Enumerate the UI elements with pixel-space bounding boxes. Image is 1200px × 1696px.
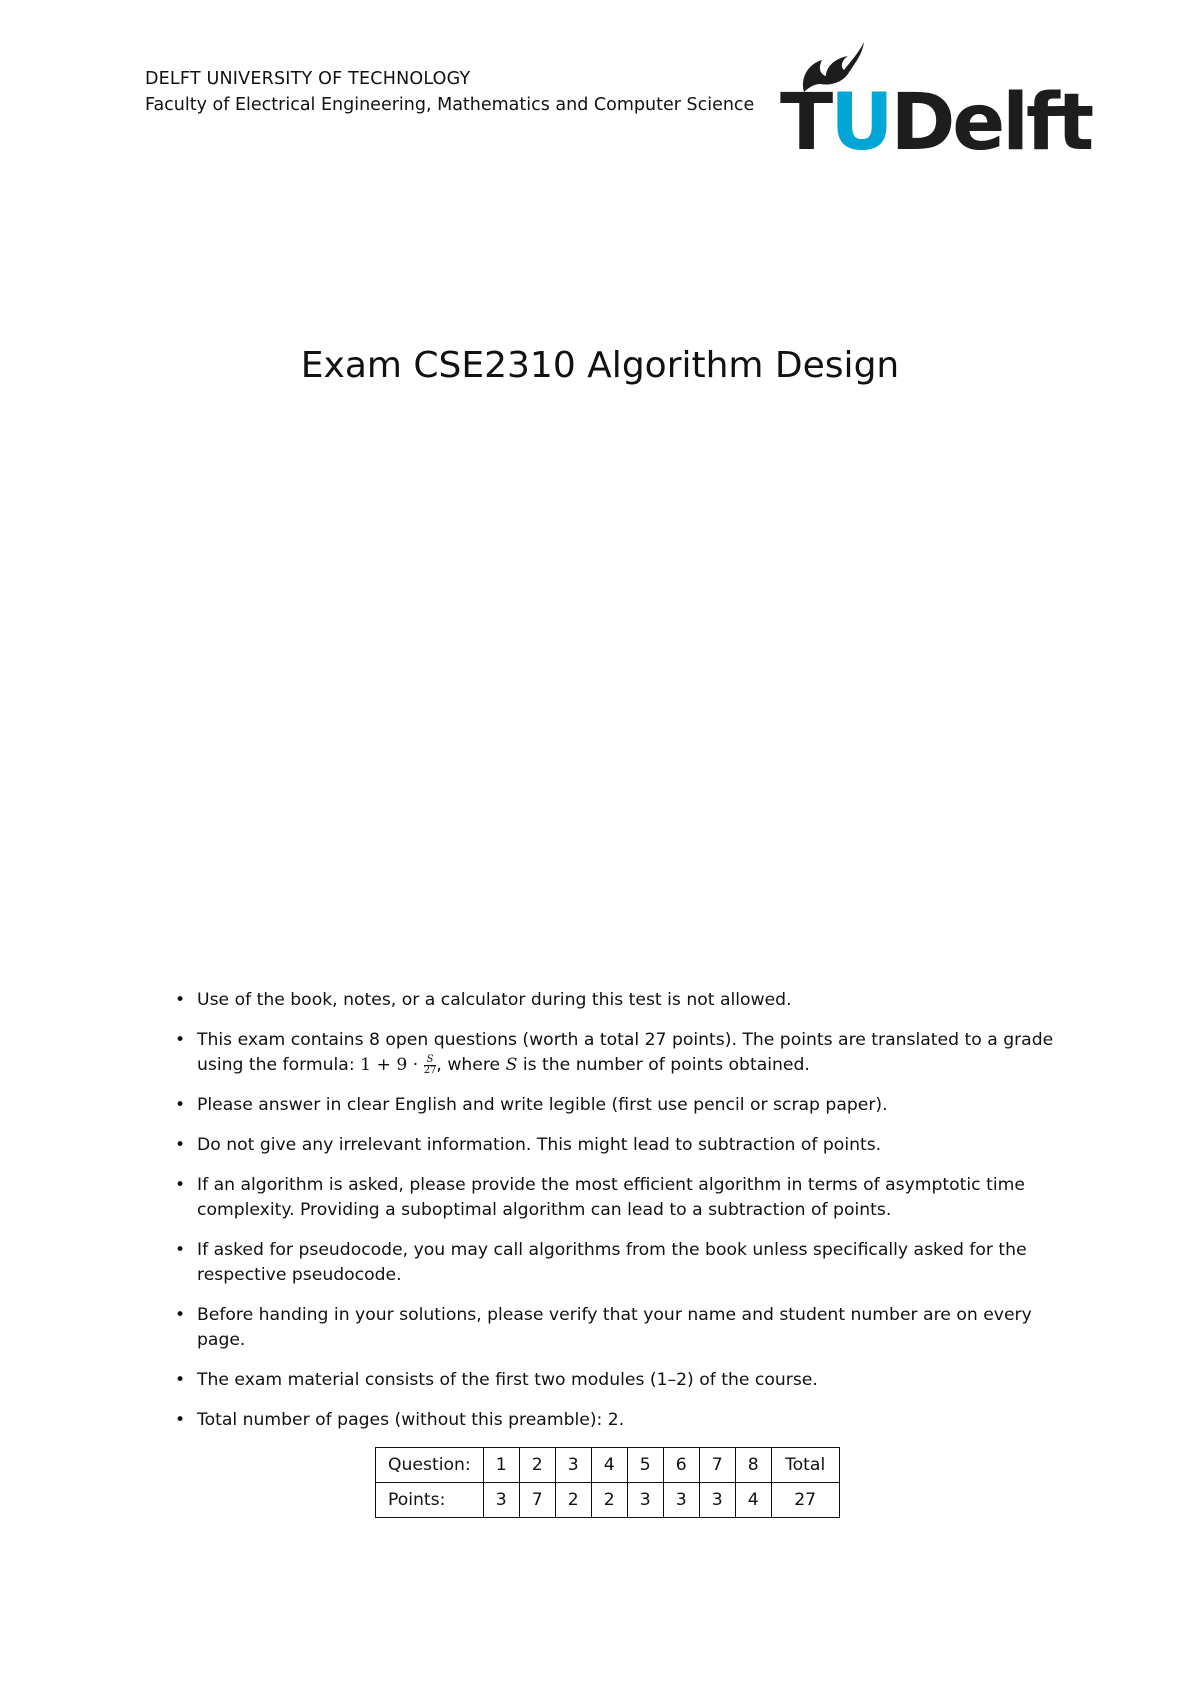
instruction-item bbox=[175, 988, 1061, 1013]
logo-wordmark bbox=[780, 78, 1092, 168]
instruction-item bbox=[175, 1093, 1061, 1118]
instruction-text: This exam contains 8 open questions (worth a total 27 points). The points are translated to a grade using the formula: bbox=[197, 1030, 1054, 1075]
points-table bbox=[375, 1447, 840, 1518]
header bbox=[145, 66, 754, 118]
instruction-text: Please answer in clear English and write legible (first use pencil or scrap paper). bbox=[197, 1095, 888, 1115]
instruction-text: Do not give any irrelevant information. This might lead to subtraction of points. bbox=[197, 1135, 882, 1155]
points-value: 3 bbox=[663, 1483, 699, 1518]
question-number: 8 bbox=[735, 1448, 771, 1483]
instruction-text: If asked for pseudocode, you may call algorithms from the book unless specifically asked for the respective pseudocode. bbox=[197, 1240, 1027, 1285]
exam-title: Exam CSE2310 Algorithm Design bbox=[300, 345, 900, 386]
question-number: 7 bbox=[699, 1448, 735, 1483]
tu-delft-logo bbox=[780, 40, 1092, 168]
instruction-item bbox=[175, 1408, 1061, 1433]
instruction-text: The exam material consists of the first two modules (1–2) of the course. bbox=[197, 1370, 818, 1390]
points-value: 7 bbox=[519, 1483, 555, 1518]
points-label: Points: bbox=[376, 1483, 484, 1518]
question-number: 1 bbox=[483, 1448, 519, 1483]
fraction-numerator: S bbox=[424, 1055, 437, 1066]
faculty-name: Faculty of Electrical Engineering, Mathematics and Computer Science bbox=[145, 95, 755, 115]
instruction-text: If an algorithm is asked, please provide the most efficient algorithm in terms of asymptotic time complexity. Providing a suboptimal algorithm can lead to a subtraction of points. bbox=[197, 1175, 1025, 1220]
points-value: 4 bbox=[735, 1483, 771, 1518]
question-number: 2 bbox=[519, 1448, 555, 1483]
question-number: 6 bbox=[663, 1448, 699, 1483]
logo-t: T bbox=[780, 78, 831, 168]
instruction-item bbox=[175, 1028, 1061, 1078]
instruction-text: Total number of pages (without this preamble): 2. bbox=[197, 1410, 625, 1430]
instruction-item bbox=[175, 1368, 1061, 1393]
instruction-item bbox=[175, 1238, 1061, 1288]
points-value: 3 bbox=[627, 1483, 663, 1518]
points-value: 2 bbox=[555, 1483, 591, 1518]
question-label: Question: bbox=[376, 1448, 484, 1483]
instruction-item bbox=[175, 1303, 1061, 1353]
fraction-denominator: 27 bbox=[423, 1064, 437, 1076]
instruction-text: Before handing in your solutions, please verify that your name and student number are on every page. bbox=[197, 1305, 1032, 1350]
question-number: 5 bbox=[627, 1448, 663, 1483]
question-number: 4 bbox=[591, 1448, 627, 1483]
instruction-item bbox=[175, 1133, 1061, 1158]
question-number: 3 bbox=[555, 1448, 591, 1483]
instruction-text: is the number of points obtained. bbox=[517, 1055, 810, 1075]
grade-formula: 1 + 9 · bbox=[360, 1055, 424, 1075]
question-row bbox=[376, 1448, 840, 1483]
instructions-list bbox=[175, 988, 1061, 1448]
points-value: 2 bbox=[591, 1483, 627, 1518]
instruction-text: Use of the book, notes, or a calculator during this test is not allowed. bbox=[197, 990, 792, 1010]
grade-fraction bbox=[424, 1055, 437, 1076]
points-row bbox=[376, 1483, 840, 1518]
logo-delft: Delft bbox=[890, 78, 1092, 168]
points-value: 3 bbox=[483, 1483, 519, 1518]
instruction-text: , where bbox=[436, 1055, 506, 1075]
total-label: Total bbox=[771, 1448, 839, 1483]
total-points: 27 bbox=[771, 1483, 839, 1518]
instruction-item bbox=[175, 1173, 1061, 1223]
logo-u: U bbox=[830, 78, 891, 168]
university-name: DELFT UNIVERSITY OF TECHNOLOGY bbox=[145, 69, 471, 89]
points-value: 3 bbox=[699, 1483, 735, 1518]
variable-s: S bbox=[505, 1055, 518, 1075]
